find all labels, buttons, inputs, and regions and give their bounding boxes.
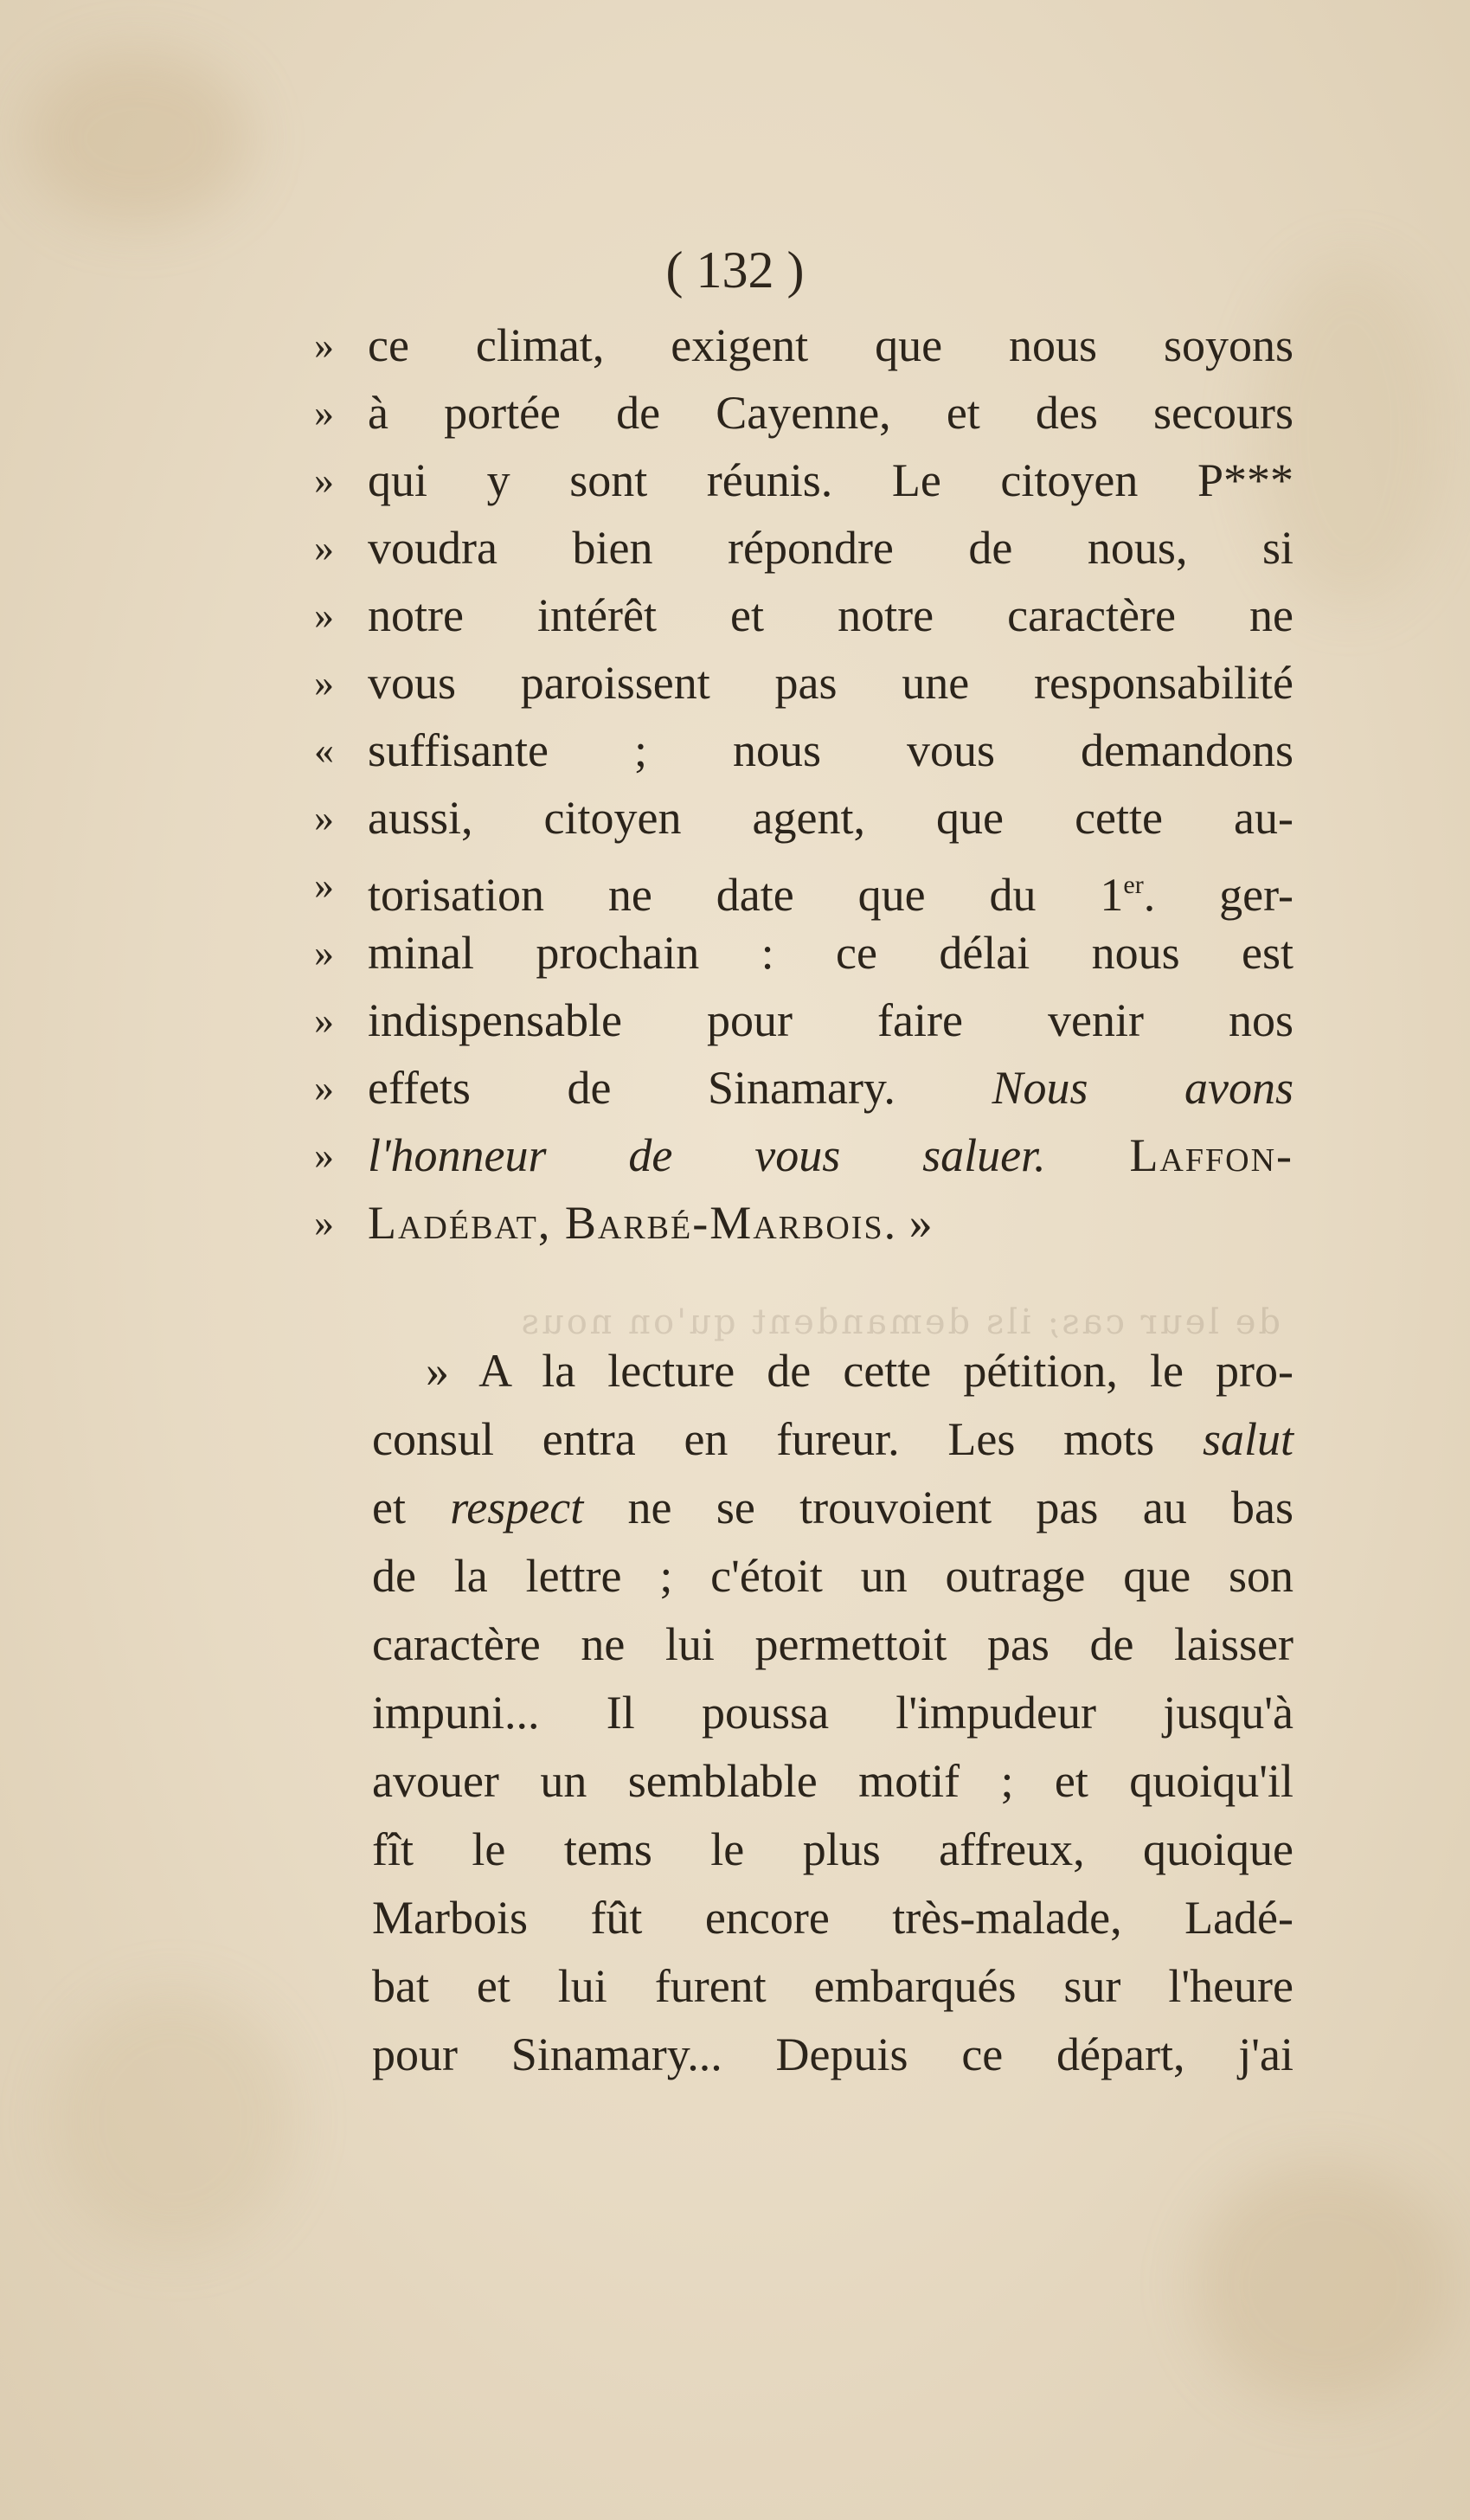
text-line: bat et lui furent embarqués sur l'heure: [372, 1960, 1293, 2012]
text-line: » voudra bien répondre de nous, si: [368, 514, 1293, 582]
text-line: » vous paroissent pas une responsabilité: [368, 649, 1293, 717]
text-line: » qui y sont réunis. Le citoyen P***: [368, 447, 1293, 514]
guillemet: »: [314, 458, 334, 502]
guillemet: »: [314, 1065, 334, 1109]
text-line: pour Sinamary... Depuis ce départ, j'ai: [372, 2028, 1293, 2080]
paper-stain: [52, 1990, 294, 2250]
paper-stain: [26, 52, 251, 225]
text-line: fît le tems le plus affreux, quoique: [372, 1823, 1293, 1875]
text-line: » indispensable pour faire venir nos: [368, 987, 1293, 1054]
text-line: caractère ne lui permettoit pas de laisser: [372, 1618, 1293, 1670]
narrative-paragraph: [372, 1337, 1293, 2089]
guillemet: »: [314, 1200, 334, 1244]
text-line: consul entra en fureur. Les mots salut: [372, 1413, 1293, 1465]
show-through-text: de leur cas; ils demandent qu'on nous: [518, 1302, 1281, 1342]
text-line: » torisation ne date que du 1er. ger-: [368, 852, 1293, 919]
text-line: » effets de Sinamary. Nous avons: [368, 1054, 1293, 1122]
text-line: » aussi, citoyen agent, que cette au-: [368, 784, 1293, 852]
text-line: et respect ne se trouvoient pas au bas: [372, 1482, 1293, 1533]
text-line: « suffisante ; nous vous demandons: [368, 717, 1293, 784]
guillemet: »: [314, 1133, 334, 1177]
text-line: » ce climat, exigent que nous soyons: [368, 312, 1293, 379]
guillemet: »: [314, 998, 334, 1042]
text-line: avouer un semblable motif ; et quoiqu'il: [372, 1755, 1293, 1807]
text-line: de la lettre ; c'étoit un outrage que son: [372, 1550, 1293, 1602]
guillemet: »: [314, 660, 334, 704]
text-line: » Ladébat, Barbé-Marbois. »: [368, 1189, 1293, 1257]
guillemet: »: [314, 323, 334, 367]
text-line: » à portée de Cayenne, et des secours: [368, 379, 1293, 447]
guillemet: »: [314, 390, 334, 434]
text-line: impuni... Il poussa l'impudeur jusqu'à: [372, 1687, 1293, 1739]
guillemet: «: [314, 728, 334, 772]
guillemet: »: [314, 795, 334, 839]
guillemet: »: [314, 525, 334, 569]
text-line: » l'honneur de vous saluer. Laffon-: [368, 1122, 1293, 1189]
quoted-petition: [314, 312, 1293, 1257]
text-line: » minal prochain : ce délai nous est: [368, 919, 1293, 987]
text-line: » A la lecture de cette pétition, le pro-: [426, 1345, 1293, 1397]
text-line: » notre intérêt et notre caractère ne: [368, 582, 1293, 649]
paper-stain: [1194, 2163, 1454, 2406]
guillemet: »: [314, 863, 334, 907]
guillemet: »: [314, 593, 334, 637]
text-line: Marbois fût encore très-malade, Ladé-: [372, 1892, 1293, 1944]
page-number: ( 132 ): [665, 241, 805, 299]
guillemet: »: [314, 930, 334, 974]
